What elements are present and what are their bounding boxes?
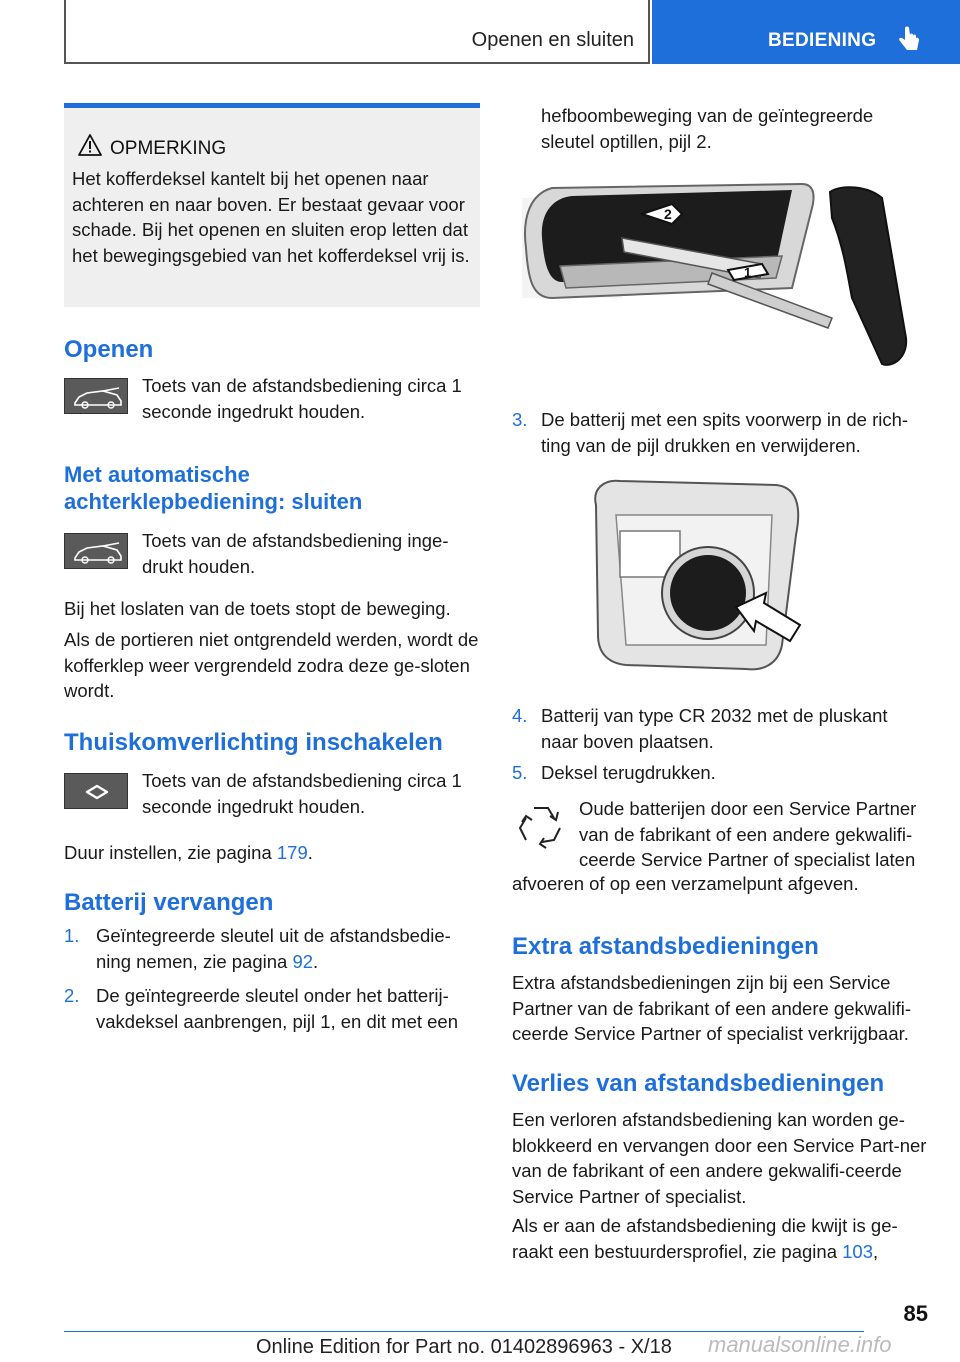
thuiskom-text: Toets van de afstandsbediening circa 1 seconde ingedrukt houden. xyxy=(142,770,462,817)
car-trunk-icon xyxy=(65,534,129,570)
auto-key-text: Toets van de afstandsbediening inge-drukt houden. xyxy=(142,530,449,577)
pointing-hand-icon xyxy=(897,26,923,54)
warning-triangle-icon xyxy=(78,134,102,156)
link-page-103[interactable]: 103 xyxy=(842,1240,873,1262)
step-3-number: 3. xyxy=(512,409,528,430)
light-button-icon xyxy=(64,773,128,809)
section-title: Openen en sluiten xyxy=(471,29,634,51)
trunk-button-icon-2 xyxy=(64,533,128,569)
step-3-text: De batterij met een spits voorwerp in de rich-ting van de pijl drukken en verwijderen. xyxy=(541,409,909,456)
verlies-para2-prefix: Als er aan de afstandsbediening die kwijt is ge-raakt een bestuurdersprofiel, zie pagina xyxy=(512,1215,898,1262)
car-trunk-icon xyxy=(65,379,129,415)
arrow-1-label: 1 xyxy=(744,265,752,280)
heading-batterij: Batterij vervangen xyxy=(64,889,274,916)
step-2-text: De geïntegreerde sleutel onder het batterij-vakdeksel aanbrengen, pijl 1, en dit met een xyxy=(96,985,459,1032)
openen-text: Toets van de afstandsbediening circa 1 seconde ingedrukt houden. xyxy=(142,375,462,422)
step-1-suffix: . xyxy=(313,950,319,972)
warning-box xyxy=(64,103,480,307)
duur-text xyxy=(64,840,480,866)
auto-para2: Als de portieren niet ontgrendeld werden, wordt de kofferklep weer vergrendeld zodra deze ge-sloten wordt. xyxy=(64,629,479,701)
step-4-text: Batterij van type CR 2032 met de pluskant naar boven plaatsen. xyxy=(541,705,888,752)
heading-auto-line1: Met automatische xyxy=(64,462,250,487)
step-2-number: 2. xyxy=(64,985,80,1006)
verlies-para2-suffix: , xyxy=(873,1240,879,1262)
heading-auto-line2: achterklepbediening: sluiten xyxy=(64,489,363,514)
header-chapter-tab[interactable] xyxy=(652,0,960,64)
header-section-box xyxy=(64,0,650,64)
battery-compartment-illustration xyxy=(586,475,816,675)
step-5-number: 5. xyxy=(512,762,528,783)
trunk-button-icon xyxy=(64,378,128,414)
recycle-text: Oude batterijen door een Service Partner van de fabrikant of een andere gekwalifi-ceerde Service Partner of specialist laten xyxy=(579,798,917,870)
step-5-text: Deksel terugdrukken. xyxy=(541,762,716,783)
chapter-label: BEDIENING xyxy=(768,30,877,51)
key-with-integrated-key-illustration xyxy=(512,178,928,378)
recycle-continued: afvoeren of op een verzamelpunt afgeven. xyxy=(512,873,859,894)
step-1-text xyxy=(96,923,480,974)
recycle-icon xyxy=(514,802,568,852)
footer-edition: Online Edition for Part no. 01402896963 - X/18 xyxy=(256,1336,672,1358)
page-number: 85 xyxy=(903,1301,928,1326)
warning-text: Het kofferdeksel kantelt bij het openen naar achteren en naar boven. Er bestaat gevaar voor schade. Bij het openen en sluiten erop letten dat het bewegingsgebied van het kofferdeksel vrij is. xyxy=(72,168,470,266)
heading-extra: Extra afstandsbedieningen xyxy=(512,933,819,960)
verlies-para1: Een verloren afstandsbediening kan worden ge-blokkeerd en vervangen door een Service Part-ner van de fabrikant of een andere gekwalifi-ceerde Service Partner of specialist. xyxy=(512,1109,927,1207)
diamond-light-icon xyxy=(65,774,129,810)
link-page-179[interactable]: 179 xyxy=(276,842,308,863)
step-2-continued: hefboombeweging van de geïntegreerde sleutel optillen, pijl 2. xyxy=(541,105,874,152)
arrow-2-label: 2 xyxy=(664,206,672,222)
watermark: manualsonline.info xyxy=(708,1332,892,1357)
heading-openen: Openen xyxy=(64,336,154,363)
step-4-number: 4. xyxy=(512,705,528,726)
warning-title: OPMERKING xyxy=(110,138,227,159)
heading-verlies: Verlies van afstandsbedieningen xyxy=(512,1070,885,1097)
heading-thuiskom: Thuiskomverlichting inschakelen xyxy=(64,729,443,756)
auto-para1: Bij het loslaten van de toets stopt de beweging. xyxy=(64,598,451,619)
link-page-92[interactable]: 92 xyxy=(292,950,314,972)
verlies-para2 xyxy=(512,1213,928,1264)
duur-suffix: . xyxy=(307,842,313,863)
step-1-body: Geïntegreerde sleutel uit de afstandsbedie-ning nemen, zie pagina xyxy=(96,925,451,972)
step-1-number: 1. xyxy=(64,925,80,946)
extra-text: Extra afstandsbedieningen zijn bij een Service Partner van de fabrikant of een andere gekwalifi-ceerde Service Partner of specialist verkrijgbaar. xyxy=(512,972,912,1044)
duur-prefix: Duur instellen, zie pagina xyxy=(64,842,277,863)
